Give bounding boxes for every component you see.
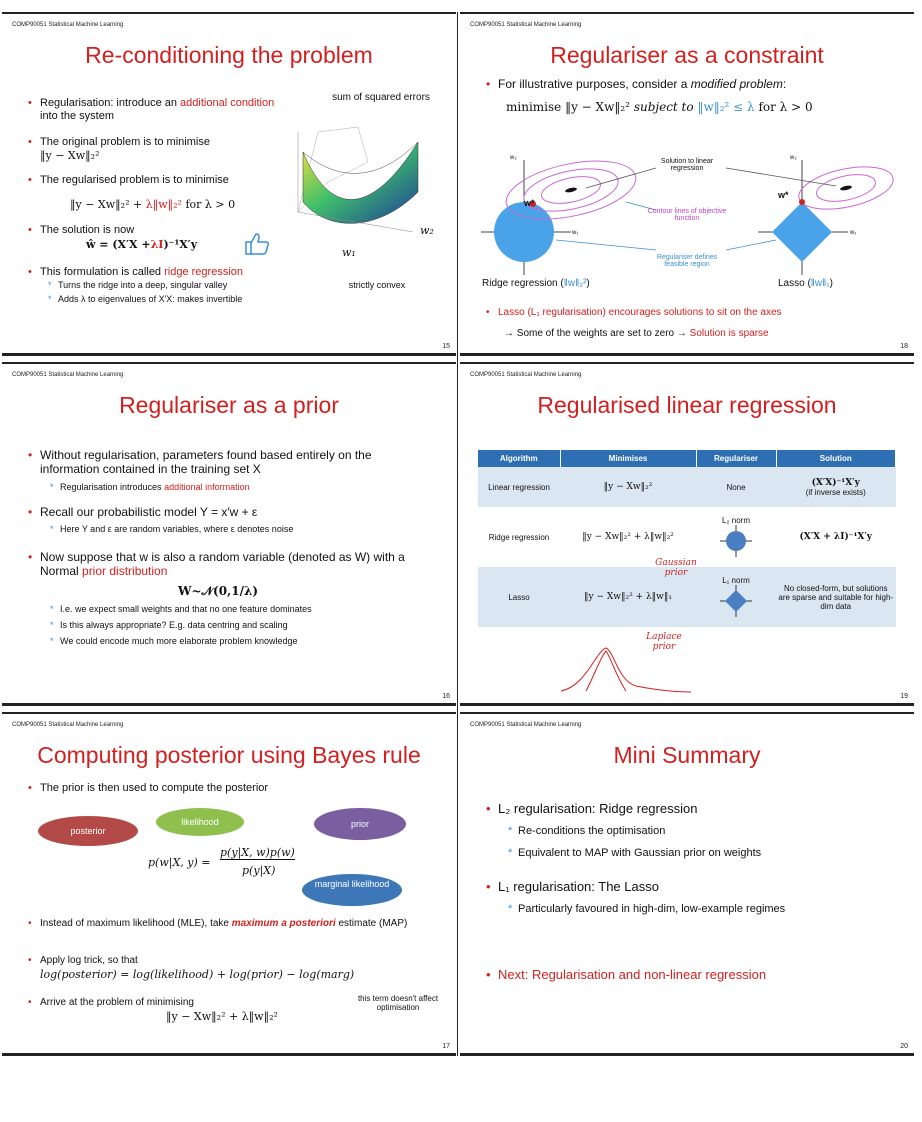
cell-minimises: ‖y − Xw‖₂² xyxy=(560,467,696,507)
course-header: COMP90051 Statistical Machine Learning xyxy=(12,722,124,728)
sub-bullet: * Is this always appropriate? E.g. data centring and scaling xyxy=(60,620,440,631)
slide-bottom-rule xyxy=(2,353,456,356)
bullet: • Instead of maximum likelihood (MLE), take maximum a posteriori estimate (MAP) xyxy=(40,918,440,930)
note: this term doesn't affect optimisation xyxy=(357,994,439,1012)
convex-label: strictly convex xyxy=(348,280,406,290)
slide-top-rule xyxy=(2,712,456,714)
annotation-feasible: Regulariser defines feasible region xyxy=(656,254,718,268)
bullet: • The solution is now xyxy=(40,224,280,237)
slide-title: Re-conditioning the problem xyxy=(85,42,373,68)
cell-minimises: ‖y − Xw‖₂² + λ‖w‖₁ xyxy=(560,567,696,627)
course-header: COMP90051 Statistical Machine Learning xyxy=(470,372,582,378)
bullet: • Now suppose that w is also a random variable (denoted as W) with a Normal prior distribution xyxy=(40,550,430,578)
sub-bullet: * I.e. we expect small weights and that no one feature dominates xyxy=(60,604,440,615)
equation: ŵ = (X′X +λI)⁻¹X′y xyxy=(86,238,198,251)
table-row xyxy=(478,467,896,507)
handwritten-gaussian: Gaussian prior xyxy=(655,558,697,578)
bayes-lhs: p(w|X, y) = xyxy=(148,856,211,869)
sub-bullet: * Equivalent to MAP with Gaussian prior on weights xyxy=(518,848,898,859)
likelihood-bubble: likelihood xyxy=(156,808,244,836)
slide-18 xyxy=(460,12,914,356)
table-header: Solution xyxy=(776,450,896,467)
bullet: • L₁ regularisation: The Lasso xyxy=(498,880,888,893)
minimise-equation: ‖y − Xw‖₂² + λ‖w‖₂² xyxy=(166,1010,278,1023)
log-equation: log(posterior) = log(likelihood) + log(prior) − log(marg) xyxy=(40,968,355,981)
slide-top-rule xyxy=(460,712,914,714)
bullet: • This formulation is called ridge regression xyxy=(40,266,300,279)
slide-top-rule xyxy=(2,362,456,364)
cell-algorithm: Lasso xyxy=(478,567,560,627)
axis-label-w2: w₂ xyxy=(420,224,434,237)
posterior-bubble: posterior xyxy=(38,816,138,846)
lasso-caption: Lasso (‖w‖₁) xyxy=(778,278,833,289)
course-header: COMP90051 Statistical Machine Learning xyxy=(470,722,582,728)
slide-16 xyxy=(2,362,456,706)
thumbs-up-icon xyxy=(244,232,272,256)
bullet: • Apply log trick, so that xyxy=(40,954,440,967)
cell-solution: No closed-form, but solutions are sparse and suitable for high-dim data xyxy=(776,567,896,627)
cell-algorithm: Ridge regression xyxy=(478,507,560,567)
bullet: • Arrive at the problem of minimising xyxy=(40,996,340,1009)
bullet: • The regularised problem is to minimise xyxy=(40,174,280,187)
bullet: • The prior is then used to compute the posterior xyxy=(40,782,430,795)
table-header: Minimises xyxy=(560,450,696,467)
cell-regulariser: L₁ norm xyxy=(696,567,776,627)
slide-bottom-rule xyxy=(460,1053,914,1056)
bullet: • L₂ regularisation: Ridge regression xyxy=(498,802,888,815)
wstar-ridge: w* xyxy=(524,198,535,208)
course-header: COMP90051 Statistical Machine Learning xyxy=(12,22,124,28)
cell-solution: (X′X)⁻¹X′y (if inverse exists) xyxy=(776,467,896,507)
prior-bubble: prior xyxy=(314,808,406,840)
sub-bullet: * We could encode much more elaborate problem knowledge xyxy=(60,636,440,647)
axis-w2-lasso: w₂ xyxy=(790,155,797,161)
bullet: • Regularisation: introduce an additional condition into the system xyxy=(40,97,280,123)
axis-w1-lasso: w₁ xyxy=(850,230,857,236)
page-number: 15 xyxy=(442,343,450,350)
bullet: • Lasso (L₁ regularisation) encourages solutions to sit on the axes xyxy=(498,306,898,319)
slide-17 xyxy=(2,712,456,1056)
bayes-numerator: p(y|X, w)p(w) xyxy=(220,846,295,859)
page-number: 19 xyxy=(900,693,908,700)
sub-bullet: * Turns the ridge into a deep, singular valley xyxy=(58,280,308,291)
bullet: • Without regularisation, parameters found based entirely on the information contained in the training set X xyxy=(40,448,430,476)
annotation-solution: Solution to linear regression xyxy=(660,158,714,172)
equation: minimise ‖y − Xw‖₂² subject to ‖w‖₂² ≤ λ for λ > 0 xyxy=(506,100,813,114)
sub-bullet: * Re-conditions the optimisation xyxy=(518,826,898,837)
slide-top-rule xyxy=(460,362,914,364)
table-header-row xyxy=(478,450,896,467)
ridge-caption: Ridge regression (‖w‖₂²) xyxy=(482,278,590,289)
axis-label-w1: w₁ xyxy=(342,246,356,259)
sub-bullet: * Regularisation introduces additional information xyxy=(60,482,440,493)
slide-top-rule xyxy=(460,12,914,14)
bullet: • Recall our probabilistic model Y = x′w + ε xyxy=(40,506,430,519)
slide-title: Mini Summary xyxy=(613,742,761,768)
bullet: • For illustrative purposes, consider a modified problem: xyxy=(498,78,908,91)
column-divider xyxy=(457,12,458,1056)
equation: ‖y − Xw‖₂² + λ‖w‖₂² for λ > 0 xyxy=(70,198,236,211)
plot-label: sum of squared errors xyxy=(332,92,430,103)
course-header: COMP90051 Statistical Machine Learning xyxy=(12,372,124,378)
bullet: • The original problem is to minimise ‖y − Xw‖₂² xyxy=(40,136,280,163)
slide-bottom-rule xyxy=(2,703,456,706)
cell-solution: (X′X + λI)⁻¹X′y xyxy=(776,507,896,567)
slide-20 xyxy=(460,712,914,1056)
annotation-contour: Contour lines of objective function xyxy=(647,208,727,222)
page-number: 17 xyxy=(442,1043,450,1050)
slide-19 xyxy=(460,362,914,706)
l2-ball-icon xyxy=(720,525,752,557)
slide-title: Regularised linear regression xyxy=(537,392,837,418)
slide-15 xyxy=(2,12,456,356)
slide-title: Computing posterior using Bayes rule xyxy=(37,742,421,768)
page-number: 18 xyxy=(900,343,908,350)
sparse-note: → Some of the weights are set to zero → Solution is sparse xyxy=(504,328,769,339)
page-number: 20 xyxy=(900,1043,908,1050)
slide-bottom-rule xyxy=(460,703,914,706)
slide-title: Regulariser as a constraint xyxy=(550,42,824,68)
cell-regulariser: None xyxy=(696,467,776,507)
l1-ball-icon xyxy=(720,585,752,617)
cell-minimises: ‖y − Xw‖₂² + λ‖w‖₂² xyxy=(560,507,696,567)
slide-bottom-rule xyxy=(460,353,914,356)
axis-w2-ridge: w₂ xyxy=(510,155,517,161)
table-header: Algorithm xyxy=(478,450,560,467)
cell-algorithm: Linear regression xyxy=(478,467,560,507)
page-number: 16 xyxy=(442,693,450,700)
wstar-lasso: w* xyxy=(778,190,789,200)
cell-regulariser: L₂ norm xyxy=(696,507,776,567)
marginal-bubble: marginal likelihood xyxy=(302,874,402,906)
slide-top-rule xyxy=(2,12,456,14)
error-surface-plot xyxy=(288,122,438,250)
bayes-denominator: p(y|X) xyxy=(242,864,276,877)
sub-bullet: * Here Y and ε are random variables, where ε denotes noise xyxy=(60,524,440,535)
regression-table xyxy=(478,450,896,627)
prior-equation: W~𝒩(0,1/λ) xyxy=(178,584,259,598)
table-header: Regulariser xyxy=(696,450,776,467)
handwritten-laplace: Laplace prior xyxy=(646,632,682,652)
slide-title: Regulariser as a prior xyxy=(119,392,339,418)
slide-bottom-rule xyxy=(2,1053,456,1056)
sub-bullet: * Adds λ to eigenvalues of X′X: makes invertible xyxy=(58,294,308,305)
axis-w1-ridge: w₁ xyxy=(572,230,579,236)
sub-bullet: * Particularly favoured in high-dim, low-example regimes xyxy=(518,904,898,915)
bullet: • Next: Regularisation and non-linear regression xyxy=(498,968,888,981)
course-header: COMP90051 Statistical Machine Learning xyxy=(470,22,582,28)
handwritten-sketch xyxy=(556,646,696,696)
